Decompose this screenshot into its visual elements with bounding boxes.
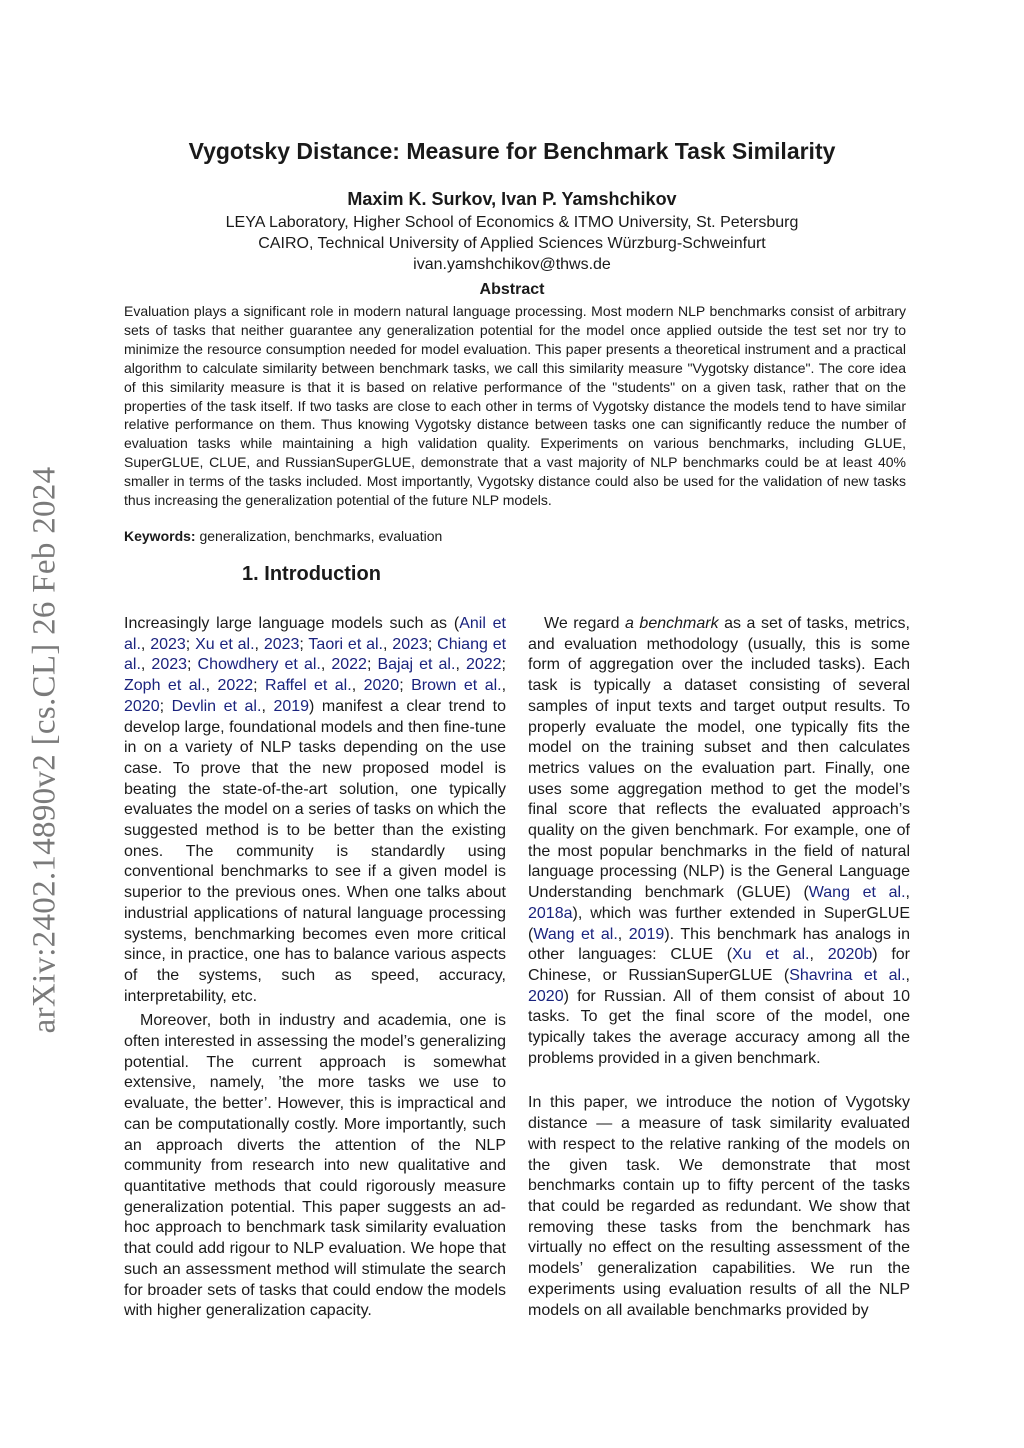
intro-paragraph-3: We regard a benchmark as a set of tasks, metrics, and evaluation methodology (usually, this is some form of aggregation over the included tasks). Each task is typically a dataset consisting of several samples of input texts and target output results. To properly evaluate the model, one typically fits the model on the training subset and then calculates metrics values on the evaluation part. Finally, one uses some aggregation method to get the model’s final score that reflects the evaluated approach’s quality on the given benchmark. For example, one of the most popular benchmarks in the field of natural language processing (NLP) is the General Language Understanding benchmark (GLUE) (Wang et al., 2018a), which was further extended in SuperGLUE (Wang et al., 2019). This benchmark has analogs in other languages: CLUE (Xu et al., 2020b) for Chinese, or RussianSuperGLUE (Shavrina et al., 2020) for Russian. All of them consist of about 10 tasks. To get the final score of the model, one typically takes the average accuracy among all the problems provided in a given benchmark. bbox=[528, 615, 910, 1067]
citation-link[interactable]: Xu et al. bbox=[195, 635, 255, 653]
intro-paragraph-1: Increasingly large language models such as (Anil et al., 2023; Xu et al., 2023; Taori et al., 2023; Chiang et al., 2023; Chowdhery et al., 2022; Bajaj et al., 2022; Zoph et al., 2022; Raffel et al., 2020; Brown et al., 2020; Devlin et al., 2019) manifest a clear trend to develop large, foundational models and then fine-tune in on a variety of NLP tasks depending on the use case. To prove that the new proposed model is beating the state-of-the-art solution, one typically evaluates the model on a series of tasks on which the suggested method is to be better than the existing ones. The community is standardly using conventional benchmarks to see if a given model is superior to the previous ones. When one talks about industrial applications of natural language processing systems, benchmarking becomes even more critical since, in practice, one has to balance various aspects of the systems, such as speed, accuracy, interpretability, etc. bbox=[124, 615, 507, 1005]
citation-year-link[interactable]: 2019 bbox=[628, 925, 665, 943]
citation-link[interactable]: Bajaj et al. bbox=[377, 656, 456, 674]
citation-link[interactable]: Devlin et al. bbox=[171, 697, 262, 715]
intro-paragraph-4: In this paper, we introduce the notion of Vygotsky distance — a measure of task similarity evaluated with respect to the relative ranking of the models on the given task. We demonstrate that most benchmarks contain up to fifty percent of the tasks that could be regarded as redundant. We show that removing these tasks from the benchmark has virtually no effect on the resulting assessment of the models’ generalization capabilities. We run the experiments using evaluation results of all the NLP models on all available benchmarks provided by bbox=[528, 1094, 910, 1319]
abstract-heading: Abstract bbox=[479, 281, 545, 298]
citation-year-link[interactable]: 2018a bbox=[528, 904, 573, 922]
citation-year-link[interactable]: 2023 bbox=[263, 635, 300, 653]
left-column bbox=[124, 614, 506, 1322]
citation-year-link[interactable]: 2023 bbox=[150, 635, 186, 653]
citation-link[interactable]: Anil et al. bbox=[124, 615, 507, 653]
paper-title: Vygotsky Distance: Measure for Benchmark Task Similarity bbox=[188, 138, 836, 164]
citation-link[interactable]: Chiang et al. bbox=[124, 635, 507, 674]
section-heading-introduction: 1. Introduction bbox=[242, 563, 381, 585]
keywords-text: generalization, benchmarks, evaluation bbox=[195, 528, 443, 544]
abstract-text: Evaluation plays a significant role in modern natural language processing. Most modern NLP benchmarks consist of arbitrary sets of tasks that neither guarantee any generalization potential for the model once applied outside the test set nor try to minimize the resource consumption needed for model evaluation. This paper presents a theoretical instrument and a practical algorithm to calculate similarity between benchmark tasks, we call this similarity measure "Vygotsky distance". The core idea of this similarity measure is that it is based on relative performance of the "students" on a given task, rather that on the properties of the task itself. If two tasks are close to each other in terms of Vygotsky distance the models tend to have similar relative performance on them. Thus knowing Vygotsky distance between tasks one can significantly reduce the number of evaluation tasks while maintaining a high validation quality. Experiments on various benchmarks, including GLUE, SuperGLUE, CLUE, and RussianSuperGLUE, demonstrate that a vast majority of NLP benchmarks could be at least 40% smaller in terms of the tasks included. Most importantly, Vygotsky distance could also be used for the validation of new tasks thus increasing the generalization potential of the future NLP models. bbox=[124, 303, 906, 509]
citation-year-link[interactable]: 2023 bbox=[392, 635, 428, 653]
citation-year-link[interactable]: 2020 bbox=[363, 677, 400, 695]
citation-year-link[interactable]: 2020b bbox=[827, 946, 873, 964]
citation-link[interactable]: Wang et al. bbox=[808, 884, 906, 902]
citation-link[interactable]: Shavrina et al. bbox=[789, 966, 906, 984]
citation-link[interactable]: Raffel et al. bbox=[265, 677, 352, 695]
citation-year-link[interactable]: 2020 bbox=[124, 697, 160, 715]
citation-link[interactable]: Chowdhery et al. bbox=[197, 656, 321, 674]
citation-year-link[interactable]: 2019 bbox=[273, 697, 310, 715]
affiliation-1: LEYA Laboratory, Higher School of Economics & ITMO University, St. Petersburg bbox=[225, 214, 799, 231]
citation-year-link[interactable]: 2022 bbox=[217, 677, 254, 695]
affiliation-2: CAIRO, Technical University of Applied Sciences Würzburg-Schweinfurt bbox=[258, 235, 766, 252]
citation-link[interactable]: Zoph et al. bbox=[124, 677, 206, 695]
citation-year-link[interactable]: 2020 bbox=[528, 987, 564, 1005]
citation-link[interactable]: Taori et al. bbox=[308, 635, 384, 653]
citation-link[interactable]: Xu et al. bbox=[732, 946, 810, 964]
citation-link[interactable]: Brown et al. bbox=[411, 677, 502, 695]
citation-year-link[interactable]: 2023 bbox=[151, 656, 188, 674]
arxiv-identifier: arXiv:2402.14890v2 [cs.CL] 26 Feb 2024 bbox=[26, 466, 63, 1034]
citation-year-link[interactable]: 2022 bbox=[465, 656, 502, 674]
intro-paragraph-2: Moreover, both in industry and academia, one is often interested in assessing the model’s generalizing potential. The current approach is somewhat extensive, namely, ’the more tasks we use to evaluate, the better’. However, this is impractical and can be computationally costly. More importantly, such an approach diverts the attention of the NLP community from research into new qualitative and quantitative methods that could rigorously measure generalization potential. This paper suggests an ad-hoc approach to benchmark task similarity evaluation that could add rigour to NLP evaluation. We hope that such an assessment method will stimulate the search for broader sets of tasks that could endow the models with higher generalization capacity. bbox=[124, 1012, 506, 1320]
citation-year-link[interactable]: 2022 bbox=[331, 656, 367, 674]
keywords-label: Keywords: bbox=[124, 528, 196, 544]
right-column bbox=[528, 614, 910, 1321]
keywords-line bbox=[124, 528, 442, 544]
paper-authors: Maxim K. Surkov, Ivan P. Yamshchikov bbox=[347, 189, 677, 209]
citation-link[interactable]: Wang et al. bbox=[533, 925, 618, 943]
author-email: ivan.yamshchikov@thws.de bbox=[413, 256, 611, 273]
